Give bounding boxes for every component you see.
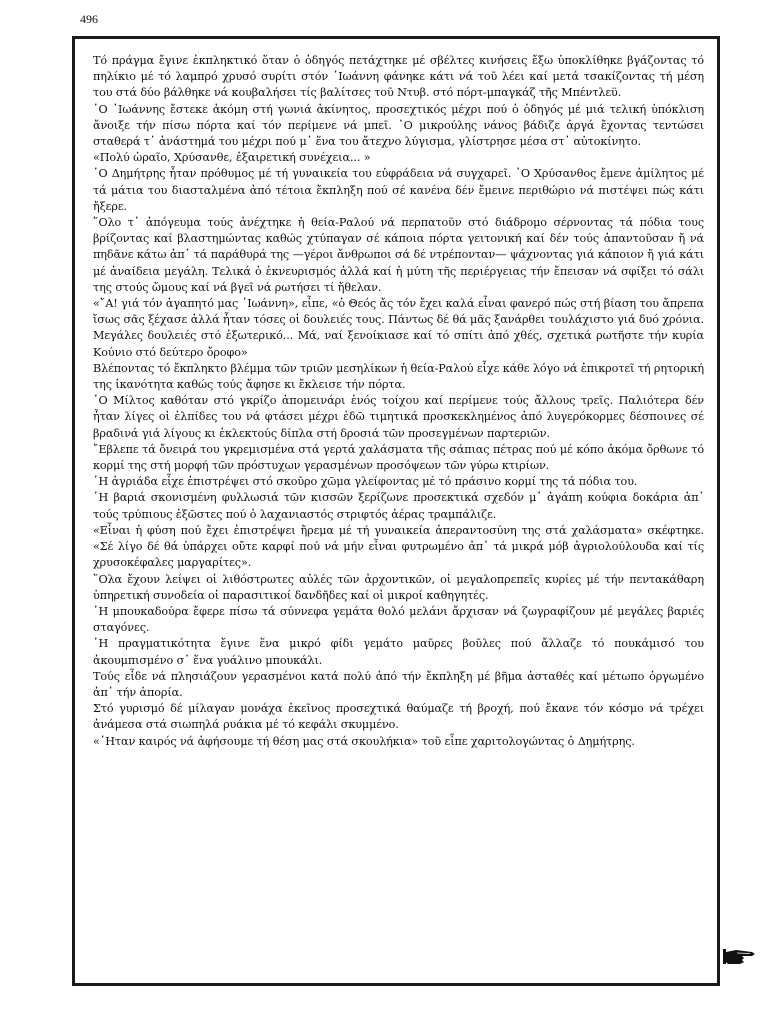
paragraph: ῾Ο Μίλτος καθόταν στό γκρίζο ἀπομεινάρι ἑνός τοίχου καί περίμενε τούς ἄλλους τρεῖς. Παλιότερα δέν ἦταν λίγες οἱ ἐλπίδες του νά φτάσει μέχρι ἐδῶ τιμητικά προσκεκλημένος ἀπό λυγερόκορμες δέσποινες σέ βραδινά γιά λίγους κι ἐκλεκτούς δίπλα στή δροσιά τῶν προσεγμένων παρτεριῶν. xyxy=(93,394,704,440)
paragraph: Στό γυρισμό δέ μίλαγαν μονάχα ἐκεῖνος προσεχτικά θαύμαζε τή βροχή, πού ἔκανε τόν κόσμο νά τρέχει ἀνάμεσα στά σιωπηλά ρυάκια μέ τό κεφάλι σκυμμένο. xyxy=(93,702,704,732)
paragraph: ῾Ο ᾽Ιωάννης ἔστεκε ἀκόμη στή γωνιά ἀκίνητος, προσεχτικός μέχρι πού ὁ ὁδηγός μέ μιά τελική ὑπόκλιση ἄνοιξε τήν πίσω πόρτα καί τόν περίμενε νά μπεῖ. ῾Ο μικρούλης νάνος βάδιζε ἀργά ἔχοντας τεντώσει σταθερά τ᾽ ἀνάστημά του μέχρι πού μ᾽ ἕνα του ἄτεχνο λύγισμα, γλίστρησε μέσα στ᾽ αὐτοκίνητο. xyxy=(93,102,704,149)
paragraph: «῎Α! γιά τόν ἀγαπητό μας ᾽Ιωάννη», εἶπε, «ὁ Θεός ἄς τόν ἔχει καλά εἶναι φανερό πώς στή βίαση του ἄπρεπα ἴσως σᾶς ξέχασε ἀλλά ἦταν τόσες οἱ δουλειές τους. Πάντως δέ θά μᾶς ξανάρθει τουλάχιστο γιά δυό χρόνια. Μεγάλες δουλειές στό ἐξωτερικό... Μά, ναί ξενοίκιασε καί τό σπίτι ἀπό χθές, σχετικά ρωτῆστε τήν κυρία Κούνιο στό δεύτερο ὄροφο» xyxy=(93,297,704,359)
paragraph: ῾Η βαριά σκονισμένη φυλλωσιά τῶν κισσῶν ξερίζωνε προσεκτικά σχεδόν μ᾽ ἀγάπη κούφια δοκάρια ἀπ᾽ τούς τρύπιους ἐξῶστες πού ὁ λαχανιαστός στριφτός ἀέρας τραμπάλιζε. xyxy=(93,491,704,521)
page-number: 496 xyxy=(80,12,98,26)
paragraph: ῎Εβλεπε τά ὄνειρά του γκρεμισμένα στά γερτά χαλάσματα τῆς σάπιας πέτρας πού μέ κόπο ἀκόμα ὄρθωνε τό κορμί της στή μορφή τῶν πρόστυχων γερασμένων προσόψεων τῶν γύρω κτιρίων. xyxy=(93,442,704,473)
text-frame xyxy=(72,36,720,986)
paragraph: «Πολύ ὡραῖο, Χρύσανθε, ἐξαιρετική συνέχεια... » xyxy=(93,151,371,165)
paragraph: Βλέποντας τό ἔκπληκτο βλέμμα τῶν τριῶν μεσηλίκων ἡ θεία-Ραλού εἶχε κάθε λόγο νά ἐπικροτεῖ τή ρητορική της ἱκανότητα καθώς τούς ἄφησε κι ἔκλεισε τήν πόρτα. xyxy=(93,361,704,392)
paragraph: «᾽Ηταν καιρός νά ἀφήσουμε τή θέση μας στά σκουλήκια» τοῦ εἶπε χαριτολογώντας ὁ Δημήτρης. xyxy=(93,734,635,748)
paragraph: ῞Ολα ἔχουν λείψει οἱ λιθόστρωτες αὐλές τῶν ἀρχοντικῶν, οἱ μεγαλοπρεπεῖς κυρίες μέ τήν πεντακάθαρη ὑπηρετική συνοδεία οἱ παρασιτικοί δανδῆδες καί οἱ μικροί καθηγητές. xyxy=(93,572,704,602)
paragraph: Τό πράγμα ἔγινε ἐκπληκτικό ὅταν ὁ ὁδηγός πετάχτηκε μέ σβέλτες κινήσεις ἔξω ὑποκλίθηκε βγάζοντας τό πηλίκιο μέ τό λαμπρό χρυσό συρίτι στόν ᾽Ιωάννη φάνηκε κάτι νά τοῦ λέει καί μετά τσακίζοντας τή μέση του στά δύο βάλθηκε νά κουβαλήσει τίς βαλίτσες τοῦ Ντυβ. στό πόρτ-μπαγκάζ τῆς Μπέντλεϋ. xyxy=(93,54,704,100)
paragraph: «Εἶναι ἡ φύση πού ἔχει ἐπιστρέψει ἤρεμα μέ τή γυναικεία ἀπεραντοσύνη της στά χαλάσματα» σκέφτηκε. «Σέ λίγο δέ θά ὑπάρχει οὔτε καρφί πού νά μήν εἶναι φυτρωμένο ἀπ᾽ τά μικρά μόβ ἀγριολούλουδα καί τίς χρυσοκέφαλες μαργαρίτες». xyxy=(93,523,704,570)
paragraph: ῾Η μπουκαδούρα ἔφερε πίσω τά σύννεφα γεμάτα θολό μελάνι ἄρχισαν νά ζωγραφίζουν μέ μεγάλες βαριές σταγόνες. xyxy=(93,604,704,635)
paragraph: ῾Η πραγματικότητα ἔγινε ἕνα μικρό φίδι γεμάτο μαῦρες βοῦλες πού ἄλλαζε τό πουκάμισό του ἀκουμπισμένο σ᾽ ἕνα γυάλινο μπουκάλι. xyxy=(93,637,704,667)
pointing-hand-icon xyxy=(722,946,756,966)
paragraph: ῞Ολο τ᾽ ἀπόγευμα τούς ἀνέχτηκε ἡ θεία-Ραλού νά περπατοῦν στό διάδρομο σέρνοντας τά πόδια τους βρίζοντας καί βλαστημώντας καθώς χτύπαγαν σέ κάποια πόρτα γειτονική καί δέν τούς ἀπαντοῦσαν ἤ νά πηδᾶνε κάτω ἀπ᾽ τά παράθυρά της —γέροι ἄνθρωποι σά δέ ντρέπονταν— ψάχνοντας γιά κάποιον ἤ γιά κάτι μέ ἀναίδεια μεγάλη. Τελικά ὁ ἐκνευρισμός ἀλλά καί ἡ μύτη τῆς περιέργειας τήν ἔπεισαν νά σφίξει τό σάλι της στούς ὤμους καί νά βγεῖ νά ρωτήσει τί ἤθελαν. xyxy=(93,216,704,294)
paragraph: ῾Η ἀγριάδα εἶχε ἐπιστρέψει στό σκοῦρο χῶμα γλείφοντας μέ τό πράσινο κορμί της τά πόδια του. xyxy=(93,475,638,489)
paragraph: ῾Ο Δημήτρης ἦταν πρόθυμος μέ τή γυναικεία του εὐφράδεια νά συγχαρεῖ. ῾Ο Χρύσανθος ἔμενε ἀμίλητος μέ τά μάτια του διασταλμένα ἀπό τέτοια ἔκπληξη πού σέ κανένα δέν ἔμεινε περιθώριο νά πιστέψει πώς κάτι ἤξερε. xyxy=(93,167,704,213)
paragraph: Τούς εἶδε νά πλησιάζουν γερασμένοι κατά πολύ ἀπό τήν ἔκπληξη μέ βῆμα ἀσταθές καί μέτωπο ὀργωμένο ἀπ᾽ τήν ἀπορία. xyxy=(93,669,704,699)
